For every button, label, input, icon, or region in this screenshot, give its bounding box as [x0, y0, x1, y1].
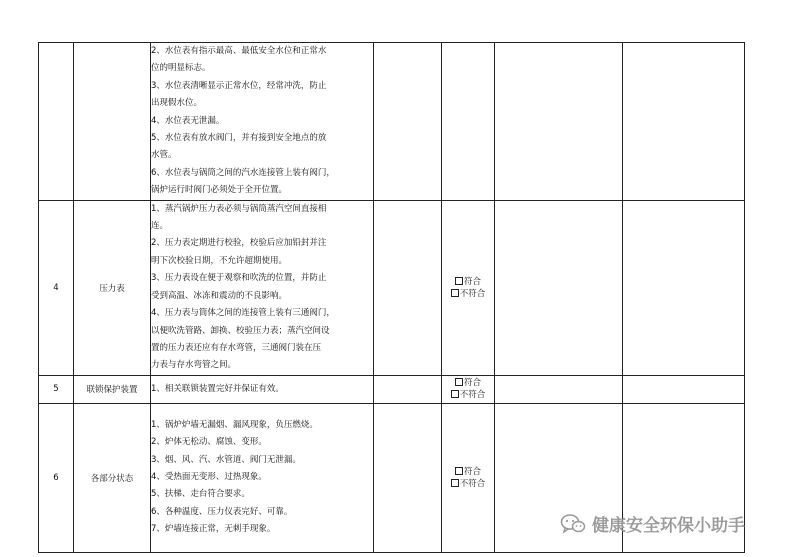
result-option[interactable]: [442, 466, 494, 478]
cell-blank: [495, 375, 623, 403]
content-line: 出现假水位。: [151, 98, 203, 109]
checkbox[interactable]: [455, 277, 463, 285]
content-line: 4、受热面无变形、过热现象。: [151, 472, 267, 483]
result-option[interactable]: [442, 478, 494, 490]
checkbox[interactable]: [455, 467, 463, 475]
result-option-label: 符合: [463, 466, 481, 477]
content-line: 置的压力表还应有存水弯管，三通阀门装在压: [151, 342, 322, 353]
content-line: 明下次校验日期，不允许超期使用。: [151, 255, 288, 266]
content-line: 锅炉运行时阀门必须处于全开位置。: [151, 185, 288, 196]
cell-content: [151, 403, 374, 552]
checkbox[interactable]: [451, 479, 459, 487]
wechat-icon: [560, 513, 586, 535]
content-line: 6、各种温度、压力仪表完好、可靠。: [151, 506, 293, 517]
cell-blank: [374, 43, 442, 201]
content-line: 2、压力表定期进行校验，校验后应加铅封并注: [151, 238, 327, 249]
content-line: 连。: [151, 221, 169, 232]
checkbox[interactable]: [451, 289, 459, 297]
cell-result: [442, 403, 495, 552]
result-option[interactable]: [442, 288, 494, 300]
cell-number: 5: [39, 375, 74, 403]
cell-item: 压力表: [74, 200, 151, 375]
cell-blank: [495, 43, 623, 201]
cell-blank: [623, 375, 745, 403]
cell-item: [74, 43, 151, 201]
table-row: [39, 375, 745, 403]
content-line: 7、炉墙连接正常，无刺手现象。: [151, 524, 276, 535]
content-line: 以便吹洗管路、卸换、校验压力表；蒸汽空间设: [151, 325, 330, 336]
content-line: 力表与存水弯管之间。: [151, 360, 237, 371]
result-option-label: 不符合: [459, 478, 486, 489]
cell-blank: [623, 43, 745, 201]
cell-number: 4: [39, 200, 74, 375]
content-line: 1、蒸汽锅炉压力表必须与锅筒蒸汽空间直接相: [151, 203, 327, 214]
cell-content: [151, 43, 374, 201]
cell-content: [151, 375, 374, 403]
content-line: 4、压力表与筒体之间的连接管上装有三通阀门，: [151, 308, 335, 319]
result-option-label: 不符合: [459, 390, 486, 401]
content-line: 3、烟、风、汽、水管道、阀门无泄漏。: [151, 454, 301, 465]
result-option[interactable]: [442, 377, 494, 389]
cell-blank: [374, 200, 442, 375]
result-option-label: 不符合: [459, 288, 486, 299]
content-line: 1、锅炉炉墙无漏烟、漏风现象，负压燃烧。: [151, 419, 318, 430]
result-option[interactable]: [442, 389, 494, 401]
result-option-label: 符合: [463, 276, 481, 287]
cell-blank: [623, 200, 745, 375]
cell-blank: [374, 403, 442, 552]
cell-item: 联锁保护装置: [74, 375, 151, 403]
cell-number: [39, 43, 74, 201]
content-line: 受到高温、冰冻和震动的不良影响。: [151, 290, 288, 301]
content-line: 水管。: [151, 150, 177, 161]
result-option-label: 符合: [463, 378, 481, 389]
content-line: 4、水位表无泄漏。: [151, 115, 225, 126]
cell-result: [442, 375, 495, 403]
cell-blank: [374, 375, 442, 403]
watermark: [560, 511, 745, 536]
result-option[interactable]: [442, 276, 494, 288]
cell-item: 各部分状态: [74, 403, 151, 552]
content-line: 6、水位表与锅筒之间的汽水连接管上装有阀门，: [151, 167, 335, 178]
content-line: 5、扶梯、走台符合要求。: [151, 489, 250, 500]
cell-number: 6: [39, 403, 74, 552]
cell-blank: [495, 200, 623, 375]
content-line: 3、压力表设在便于观察和吹洗的位置，并防止: [151, 273, 327, 284]
checkbox[interactable]: [451, 390, 459, 398]
content-line: 3、水位表清晰显示正常水位，经常冲洗，防止: [151, 80, 327, 91]
cell-result: [442, 43, 495, 201]
cell-result: [442, 200, 495, 375]
content-line: 2、炉体无松动、腐蚀、变形。: [151, 437, 267, 448]
content-line: 1、相关联锁装置完好并保证有效。: [151, 383, 284, 394]
table-row: [39, 43, 745, 201]
watermark-text: 健康安全环保小助手: [592, 516, 745, 536]
inspection-table: [38, 42, 745, 553]
cell-content: [151, 200, 374, 375]
content-line: 位的明显标志。: [151, 63, 211, 74]
table-row: [39, 200, 745, 375]
content-line: 5、水位表有放水阀门，并有接到安全地点的放: [151, 133, 327, 144]
content-line: 2、水位表有指示最高、最低安全水位和正常水: [151, 46, 327, 56]
checkbox[interactable]: [455, 378, 463, 386]
